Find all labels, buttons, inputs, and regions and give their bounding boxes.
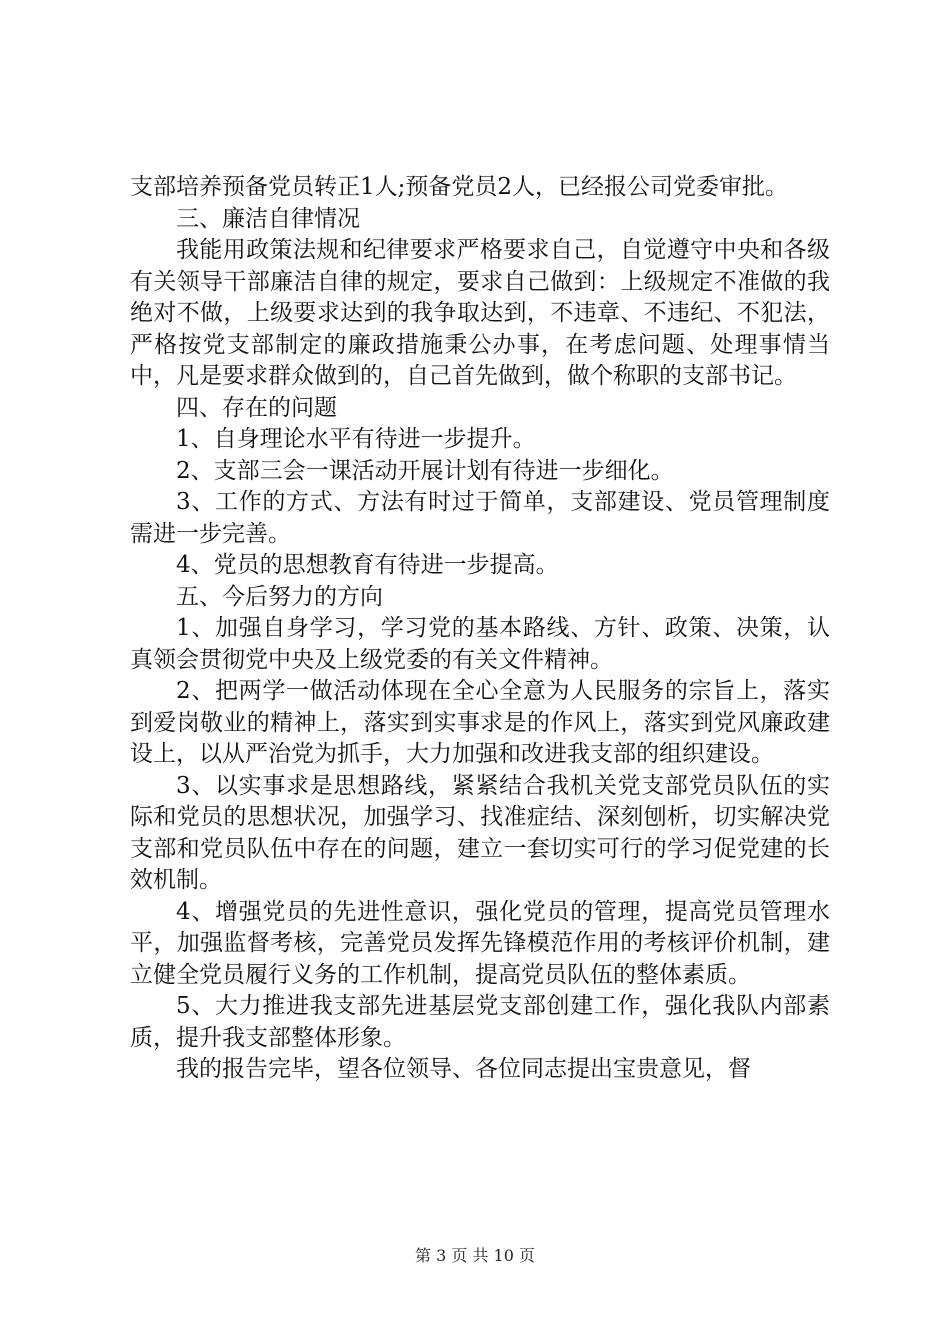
problem-item-4: 4、党员的思想教育有待进一步提高。: [176, 552, 559, 578]
direction-item-4: 4、增强党员的先进性意识，强化党员的管理，提高党员管理水平，加强监督考核，完善党员发挥先锋模范作用的考核评价机制，建立健全党员履行义务的工作机制，提高党员队伍的整体素质。: [130, 898, 830, 988]
direction-item-2: 2、把两学一做活动体现在全心全意为人民服务的宗旨上，落实到爱岗敬业的精神上，落实到实事求是的作风上，落实到党风廉政建设上，以从严治党为抓手，大力加强和改进我支部的组织建设。: [130, 678, 830, 767]
paragraph-closing: 我的报告完毕，望各位领导、各位同志提出宝贵意见，督: [176, 1056, 751, 1082]
paragraph-integrity: 我能用政策法规和纪律要求严格要求自己，自觉遵守中央和各级有关领导干部廉洁自律的规定，要求自己做到：上级规定不准做的我绝对不做，上级要求达到的我争取达到，不违章、不违纪、不犯法，严格按党支部制定的廉政措施秉公办事，在考虑问题、处理事情当中，凡是要求群众做到的，自己首先做到，做个称职的支部书记。: [130, 237, 830, 389]
direction-item-5: 5、大力推进我支部先进基层党支部创建工作，强化我队内部素质，提升我支部整体形象。: [130, 993, 830, 1051]
page-footer: 第 3 页 共 10 页: [415, 1246, 535, 1265]
document-body: [130, 172, 830, 1086]
section-heading-direction: 五、今后努力的方向: [176, 583, 383, 610]
direction-item-1: 1、加强自身学习，学习党的基本路线、方针、政策、决策，认真领会贯彻党中央及上级党委的有关文件精神。: [130, 615, 830, 673]
problem-item-3: 3、工作的方式、方法有时过于简单，支部建设、党员管理制度需进一步完善。: [130, 489, 830, 547]
problem-item-1: 1、自身理论水平有待进一步提升。: [176, 426, 536, 452]
direction-item-3: 3、以实事求是思想路线，紧紧结合我机关党支部党员队伍的实际和党员的思想状况，加强学习、找准症结、深刻刨析，切实解决党支部和党员队伍中存在的问题，建立一套切实可行的学习促党建的长效机制。: [130, 772, 830, 893]
paragraph-continuation: 支部培养预备党员转正1人;预备党员2人，已经报公司党委审批。: [130, 174, 789, 200]
section-heading-problems: 四、存在的问题: [176, 394, 337, 421]
section-heading-integrity: 三、廉洁自律情况: [176, 205, 360, 232]
problem-item-2: 2、支部三会一课活动开展计划有待进一步细化。: [176, 457, 674, 484]
